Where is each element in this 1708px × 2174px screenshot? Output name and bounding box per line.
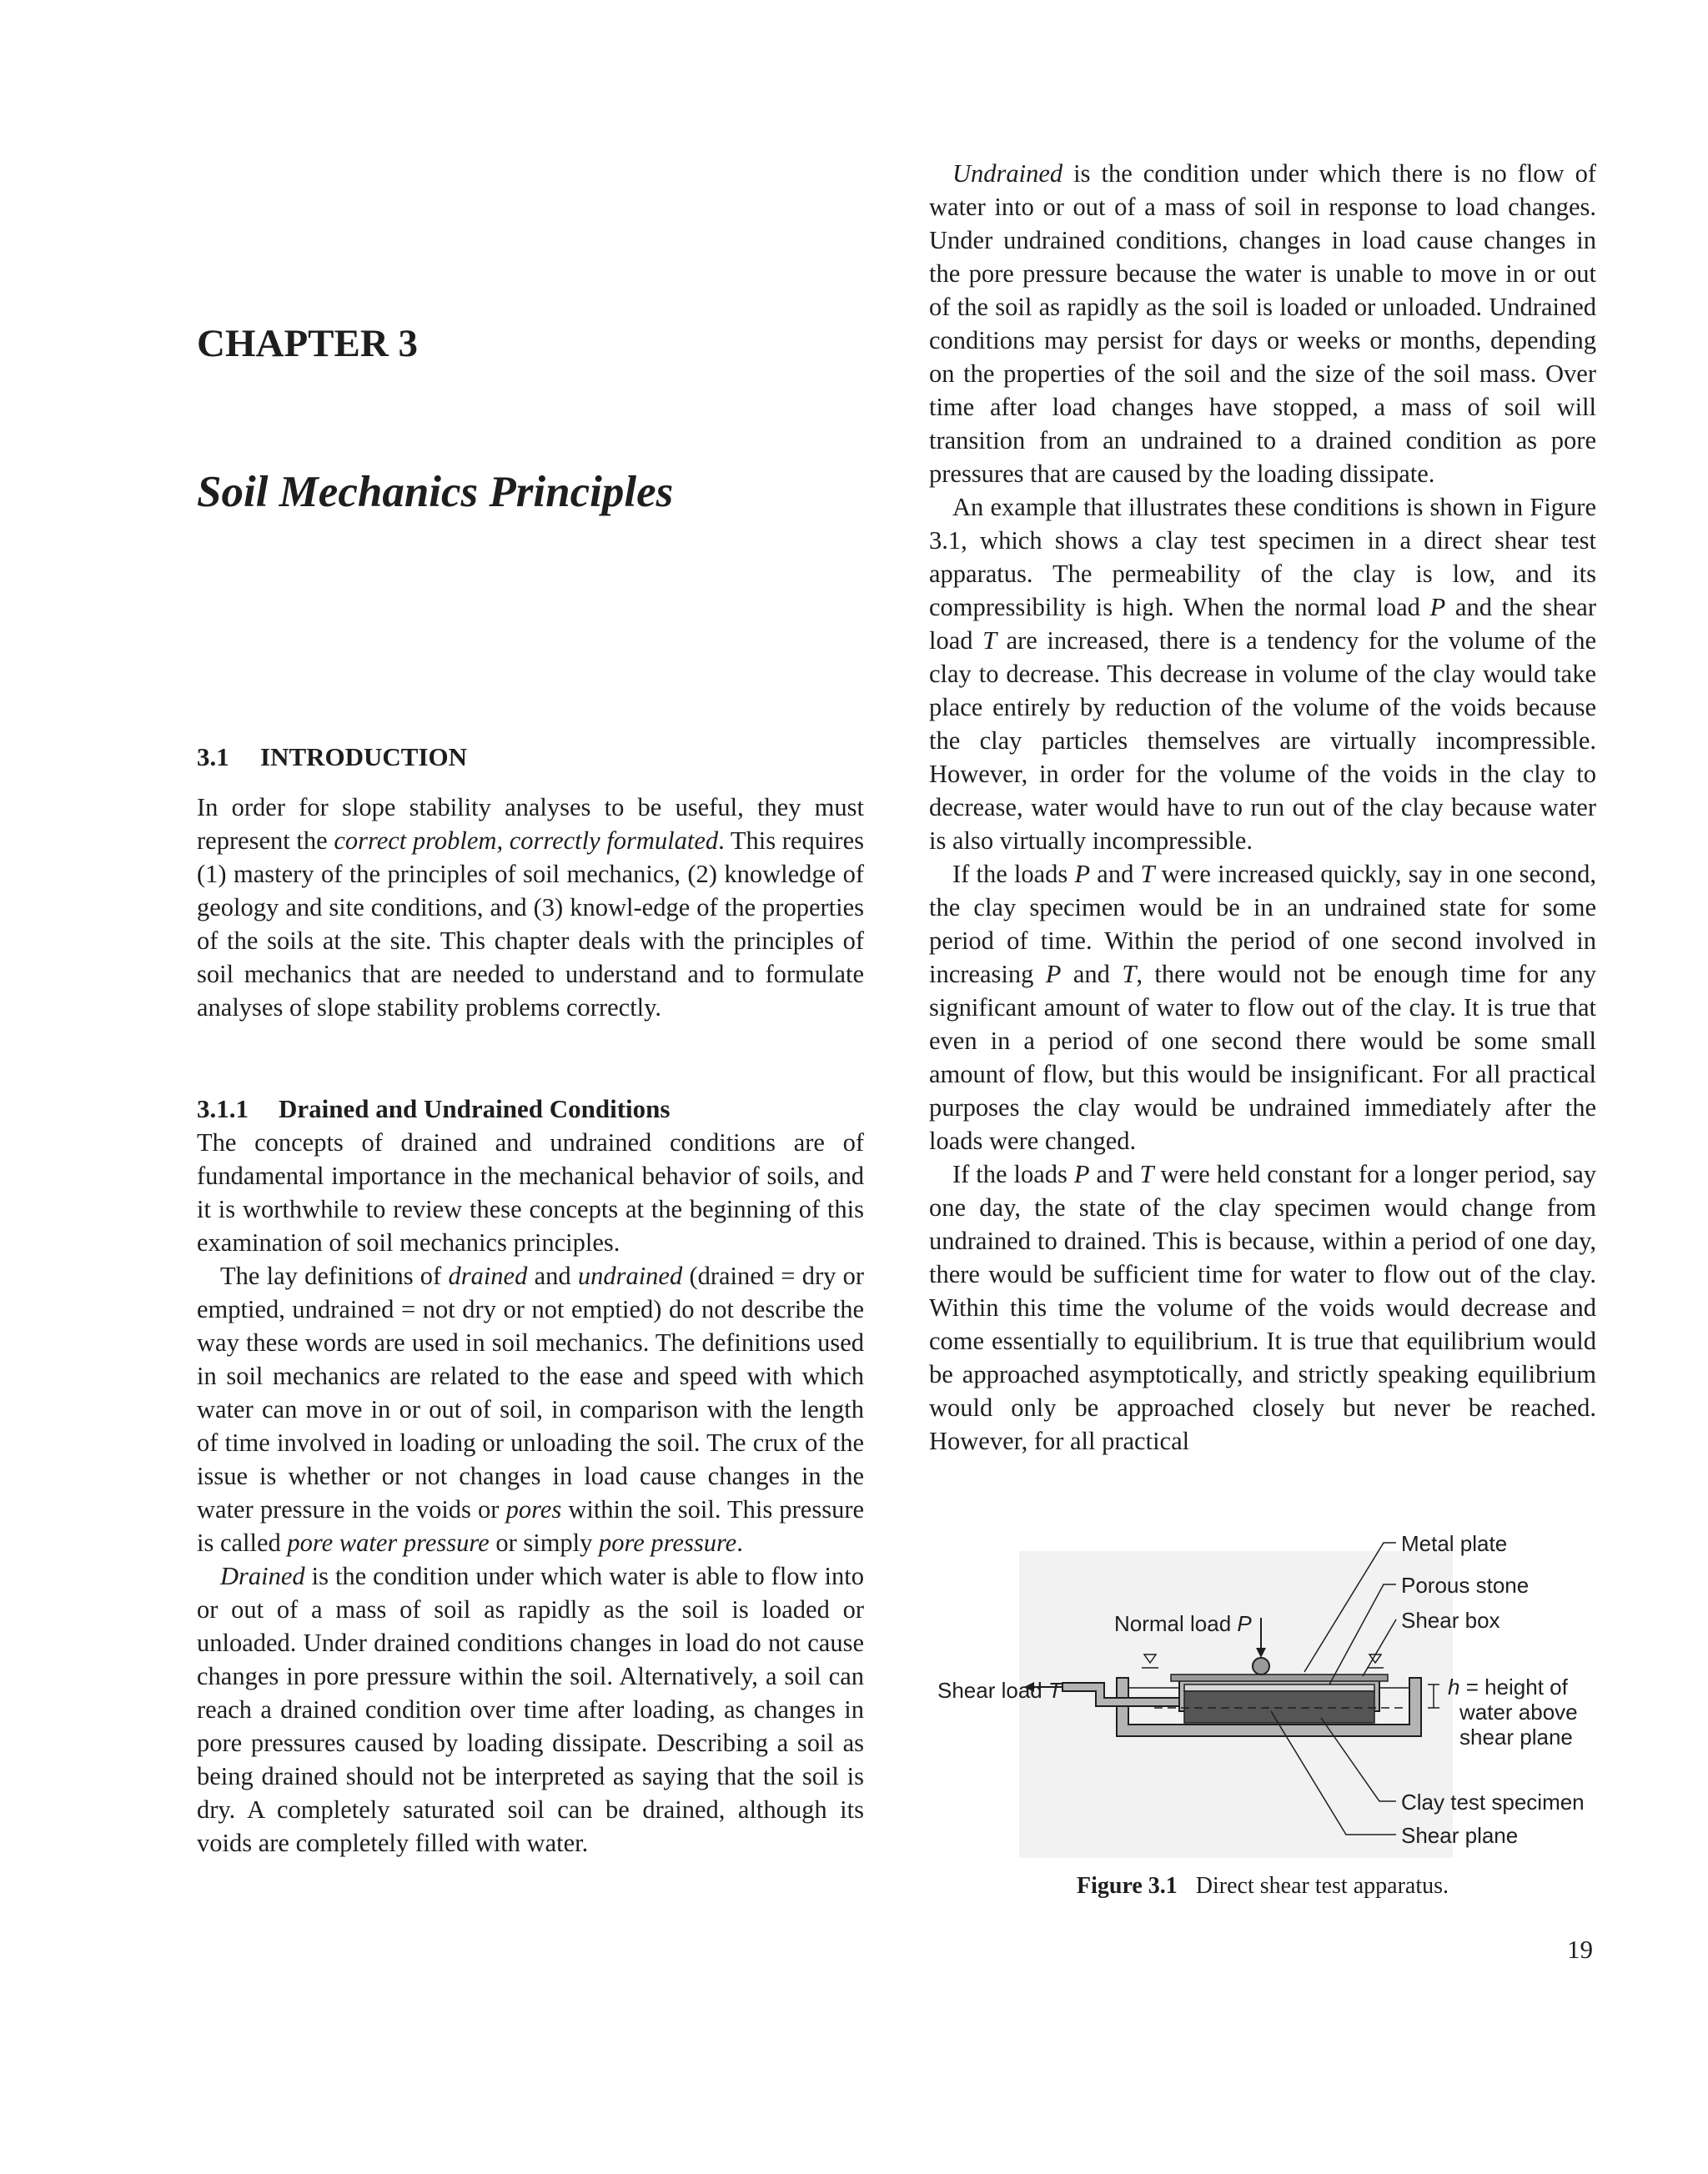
emphasis: undrained [577, 1262, 683, 1290]
right-column [929, 157, 1596, 1458]
section-title: INTRODUCTION [260, 742, 468, 771]
label-h-line2: water above [1459, 1700, 1578, 1725]
section-title: Drained and Undrained Conditions [279, 1094, 671, 1123]
emphasis: pore water pressure [287, 1529, 490, 1557]
text-run: The lay definitions of [220, 1262, 449, 1290]
figure-direct-shear-apparatus [929, 1518, 1596, 1868]
paragraph-lay-definitions [197, 1259, 864, 1559]
paragraph-concepts [197, 1126, 864, 1259]
figure-diagram [929, 1518, 1596, 1868]
text-run: is the condition under which there is no flow of water into or out of a mass of soil in response to load changes. Under undrained conditions, changes in load cause changes in the pore pressure because the water is unable to move in or out of the soil as rapidly as the soil is loaded or unloaded. Undrained conditions may persist for days or weeks or months, depending on the properties of the soil and the size of the soil mass. Over time after load changes have stopped, a mass of soil will transition from an undrained to a drained condition as pore pressures that are caused by the loading dissipate. [929, 159, 1596, 488]
label-text: = height of [1459, 1674, 1568, 1700]
label-clay-specimen: Clay test specimen [1401, 1790, 1585, 1815]
text-run: , there would not be enough time for any significant amount of water to flow out of the clay. It is true that even in a period of one second there would be some small amount of flow, but this would be insignificant. For all practical purposes the clay would be undrained immediately after the loads were changed. [929, 960, 1596, 1155]
text-run: If the loads [952, 1160, 1074, 1188]
paragraph-example [929, 490, 1596, 857]
page-number: 19 [1567, 1935, 1593, 1964]
label-shear-load [937, 1678, 1063, 1703]
porous-stone-top [1184, 1684, 1374, 1691]
text-run: In order for slope stability analyses to be useful, they must represent the [197, 793, 864, 855]
label-symbol: P [1237, 1611, 1252, 1636]
chapter-label: CHAPTER 3 [197, 322, 419, 365]
emphasis: correct problem, correctly formulated [334, 826, 719, 855]
paragraph-drained [197, 1559, 864, 1860]
text-run: were held constant for a longer period, say one day, the state of the clay specimen would change from undrained to drained. This is because, within a period of one day, there would be sufficient time for water to flow out of the clay. Within this time the volume of the voids would decrease and come essentially to equilibrium. It is true that equilibrium would be approached asymptotically, and strictly speaking equilibrium would only be approached closely but never be reached. However, for all practical [929, 1160, 1596, 1455]
emphasis: T [1140, 860, 1155, 888]
label-shear-plane: Shear plane [1401, 1823, 1519, 1848]
section-number: 3.1.1 [197, 1094, 249, 1123]
label-metal-plate: Metal plate [1401, 1531, 1508, 1556]
emphasis: pore pressure [599, 1529, 737, 1557]
emphasis: Undrained [952, 159, 1063, 188]
figure-caption [929, 1871, 1596, 1901]
emphasis: P [1429, 593, 1446, 621]
text-run: were increased quickly, say in one second, the clay specimen would be in an undrained state for some period of time. Within the period of one second involved in increasing [929, 860, 1596, 988]
emphasis: T [1122, 960, 1137, 988]
label-h-height [1448, 1674, 1569, 1700]
paragraph-undrained [929, 157, 1596, 490]
text-run: and [1061, 960, 1123, 988]
paragraph-quick-loading [929, 857, 1596, 1157]
text-run: The concepts of drained and undrained conditions are of fundamental importance in the mechanical behavior of soils, and it is worthwhile to review these concepts at the beginning of this examination of soil mechanics principles. [197, 1128, 864, 1257]
emphasis: P [1074, 860, 1091, 888]
metal-plate [1171, 1674, 1388, 1681]
label-symbol: T [1047, 1678, 1062, 1703]
text-run: If the loads [952, 860, 1075, 888]
label-normal-load [1114, 1611, 1252, 1636]
caption-text: Direct shear test apparatus. [1195, 1873, 1449, 1899]
load-ball [1253, 1658, 1269, 1674]
text-run: and [1090, 860, 1141, 888]
text-run: are increased, there is a tendency for the volume of the clay to decrease. This decrease in volume of the clay would take place entirely by reduction of the volume of the voids because the clay particles themselves are virtually incompressible. However, in order for the volume of the voids in the clay to decrease, water would have to run out of the clay because water is also virtually incompressible. [929, 626, 1596, 855]
caption-number: Figure 3.1 [1076, 1873, 1178, 1899]
label-h-line3: shear plane [1459, 1725, 1573, 1750]
emphasis: P [1073, 1160, 1090, 1188]
paragraph-intro [197, 791, 864, 1024]
section-number: 3.1 [197, 742, 229, 771]
emphasis: Drained [220, 1562, 305, 1590]
text-run: and [1089, 1160, 1140, 1188]
label-shear-box: Shear box [1401, 1608, 1500, 1633]
text-run: . This requires (1) mastery of the principles of soil mechanics, (2) knowledge of geology and site conditions, and (3) knowl-edge of the properties of the soils at the site. This chapter deals with the principles of soil mechanics that are needed to understand and to formulate analyses of slope stability problems correctly. [197, 826, 864, 1022]
left-column [197, 791, 864, 1860]
emphasis: P [1045, 960, 1062, 988]
text-run: and [527, 1262, 578, 1290]
emphasis: T [982, 626, 997, 655]
clay-specimen [1184, 1691, 1374, 1723]
label-porous-stone: Porous stone [1401, 1573, 1530, 1598]
text-run: and the shear load [929, 593, 1596, 655]
text-run: within the soil. This pressure is called [197, 1495, 865, 1557]
label-text: Normal load [1114, 1611, 1238, 1636]
label-text: Shear load [937, 1678, 1048, 1703]
paragraph-constant-loading [929, 1157, 1596, 1458]
emphasis: T [1139, 1160, 1154, 1188]
text-run: or simply [489, 1529, 600, 1557]
chapter-title: Soil Mechanics Principles [197, 468, 674, 516]
emphasis: pores [505, 1495, 562, 1524]
section-heading-drained-undrained [197, 1092, 670, 1126]
emphasis: drained [448, 1262, 528, 1290]
label-symbol: h [1448, 1674, 1460, 1700]
text-run: is the condition under which water is able to flow into or out of a mass of soil as rapidly as the soil is loaded or unloaded. Under drained conditions changes in load do not cause changes in pore pressure within the soil. Alternatively, a soil can reach a drained condition over time after loading, as changes in pore pressures caused by loading dissipate. Describing a soil as being drained should not be interpreted as saying that the soil is dry. A completely saturated soil can be drained, although its voids are completely filled with water. [197, 1562, 864, 1857]
text-run: An example that illustrates these conditions is shown in Figure 3.1, which shows a clay test specimen in a direct shear test apparatus. The permeability of the clay is low, and its compressibility is high. When the normal load [929, 493, 1596, 621]
section-heading-introduction [197, 741, 467, 774]
text-run: (drained = dry or emptied, undrained = not dry or not emptied) do not describe the way these words are used in soil mechanics. The definitions used in soil mechanics are related to the ease and speed with which water can move in or out of soil, in comparison with the length of time involved in loading or unloading the soil. The crux of the issue is whether or not changes in load cause changes in the water pressure in the voids or [197, 1262, 864, 1524]
text-run: . [736, 1529, 743, 1557]
